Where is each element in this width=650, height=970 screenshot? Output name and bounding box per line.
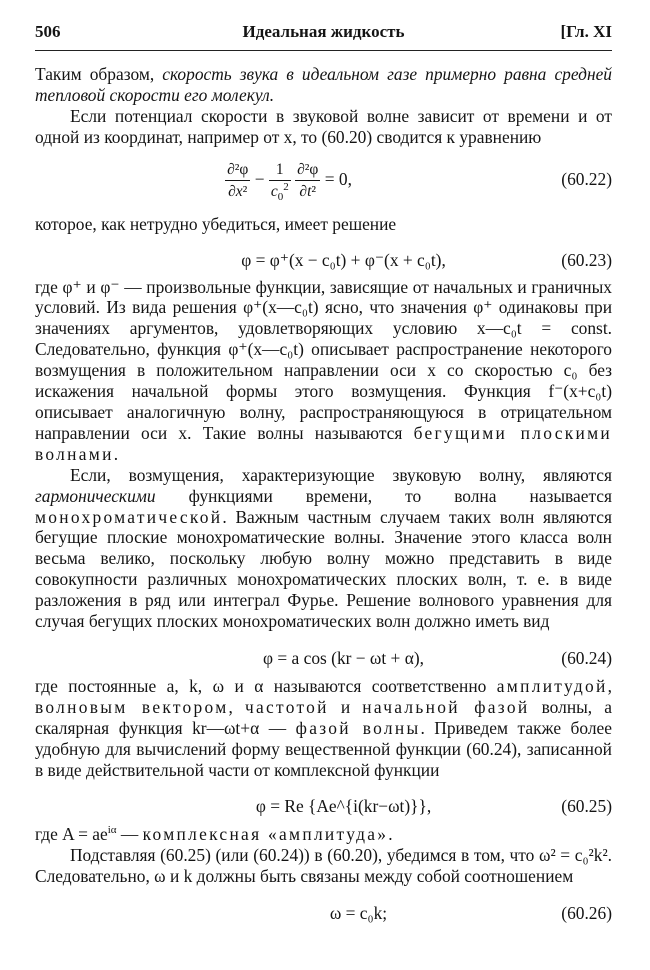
equation-number-60-24: (60.24) [561,647,612,668]
equation-60-26-body: ω = c₀k; [329,903,388,924]
term-wave-phase: фазой волны [295,717,421,738]
p1-text: Таким образом, [35,64,163,84]
equation-60-25-body: φ = Re {Ae^{i(kr−ωt)}}, [255,796,432,817]
page-number: 506 [35,22,61,41]
paragraph-3: которое, как нетрудно убедиться, имеет решение [35,213,397,234]
paragraph-5 [35,465,612,632]
equation-60-22 [35,150,612,208]
term-frequency: частотой [244,696,329,717]
paragraph-6 [35,676,612,781]
chapter-label: [Гл. XI [560,22,612,41]
text-body [35,64,612,929]
term-initial-phase: начальной фазой [362,696,530,717]
equation-60-25 [35,790,612,822]
frac-1-c0sq: $\frac{1}{c_0^2}$ [270,161,289,204]
equation-60-22-body: $\frac{\text{∂²φ}}{\text{∂x²}}$ − $\frac{1}{c_0^2}$ $\frac{\text{∂²φ}}{\text{∂t²}}$ = 0, [227,161,352,204]
p7-text-a: где A = ae [35,824,108,845]
paragraph-8: Подставляя (60.25) (или (60.24)) в (60.20), убедимся в том, что ω² = c₀²k². Следовательно, ω и k должны быть связаны между собой соотношением [35,845,612,887]
term-amplitude: амплитудой [496,675,608,696]
term-harmonic: гармоническими [35,485,156,506]
frac-d2phi-dt2: $\frac{\text{∂²φ}}{\text{∂t²}}$ [297,161,319,201]
equation-60-24-body: φ = a cos (kr − ωt + α), [263,647,424,668]
p5-text-c: . Важным частным случаем таких волн являются бегущие плоские монохроматические волны. Значение этого класса волн весьма велико, поскольку любую волну можно представить в виде совокупности различных монохроматических плоских волн, т. е. в виде разложения в ряд или интеграл Фурье. Решение волнового уравнения для случая бегущих плоских монохроматических волн должно иметь вид [35,506,612,632]
equation-number-60-22: (60.22) [561,168,612,189]
term-wave-vector: волновым вектором [35,696,229,717]
p7-text-c: . [388,824,393,845]
term-complex-amplitude: комплексная «амплитуда» [142,824,389,845]
paragraph-4 [35,277,612,465]
p6-sep2: , [228,696,233,717]
p4-end: . [113,443,119,464]
equation-number-60-26: (60.26) [561,903,612,924]
paragraph-1 [35,64,612,106]
term-monochromatic: монохроматической [35,506,223,527]
equation-60-23-body: φ = φ⁺(x − c₀t) + φ⁻(x + c₀t), [241,249,446,270]
frac-d2phi-dx2: $\frac{\text{∂²φ}}{\text{∂x²}}$ [227,161,249,201]
p5-text-a: Если, возмущения, характеризующие звуковую волну, являются [70,464,612,485]
paragraph-7 [35,824,612,845]
p6-text-a: где постоянные a, k, ω и α называются соответственно [35,675,487,696]
equation-number-60-25: (60.25) [561,796,612,817]
p4-text: где φ⁺ и φ⁻ — произвольные функции, зависящие от начальных и граничных условий. Из вида решения φ⁺(x—c₀t) ясно, что значения φ⁺ одинаковы при значениях аргументов, удовлетворяющих условию x—c₀t = const. Следовательно, функция φ⁺(x—c₀t) описывает распространение некоторого возмущения в положительном направлении оси x со скоростью c₀ без искажения начальной формы этого возмущения. Функция f⁻(x+c₀t) описывает аналогичную волну, распространяющуюся в отрицательном направлении оси x. Такие волны называются [35,276,612,443]
p7-text-b: — [116,824,139,845]
p5-text-b: функциями времени, то волна называется [155,485,612,506]
equation-60-24 [35,642,612,674]
p6-sep1: , [607,675,612,696]
p6-text-c: . Приведем также более удобную для вычислений форму вещественной функции (60.24), записанной в виде действительной части от комплексной функции [35,717,612,780]
header-rule [35,50,612,51]
equation-60-23 [35,245,612,275]
running-header [35,22,612,46]
p6-text-b: волны, а скалярная функция kr—ωt+α — [35,696,612,738]
running-title: Идеальная жидкость [242,22,405,41]
p1-italic: скорость звука в идеальном газе примерно равна средней тепловой скорости его молекул. [35,64,612,105]
equation-60-26 [35,897,612,929]
paragraph-2: Если потенциал скорости в звуковой волне зависит от времени и от одной из координат, например от x, то (60.20) сводится к уравнению [35,105,612,147]
p6-and: и [340,696,351,717]
p7-sup: iα [107,824,117,837]
term-travelling-plane-waves: бегущими плоскими волнами [35,422,612,464]
equation-number-60-23: (60.23) [561,249,612,270]
